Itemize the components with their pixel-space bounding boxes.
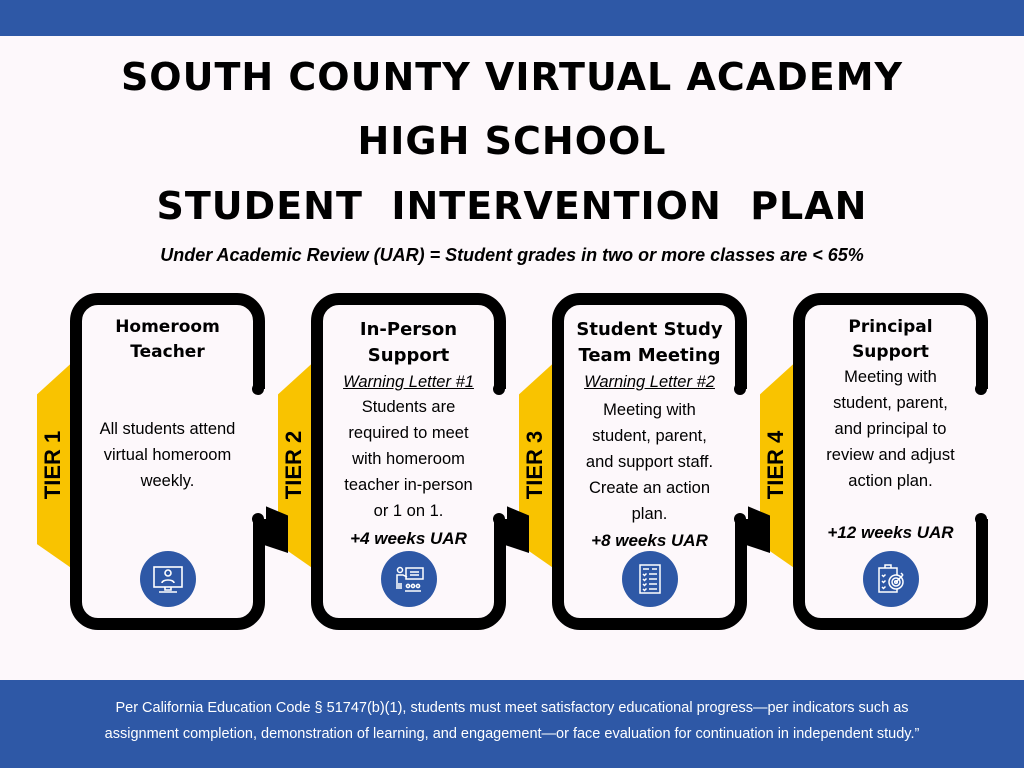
card-body: and support staff. (585, 453, 714, 471)
card-heading: Student Study (576, 319, 723, 340)
card-heading: Team Meeting (578, 345, 721, 366)
tier-3-label: TIER 3 (522, 430, 548, 500)
footer-line: Per California Education Code § 51747(b)(1), students must meet satisfactory educational progress—per indicators such as (115, 700, 909, 716)
tier-2-label: TIER 2 (281, 430, 307, 500)
card-body: required to meet (348, 424, 469, 442)
card-heading: Support (852, 342, 929, 362)
computer-user-icon (140, 551, 196, 607)
card-body: Meeting with (844, 368, 937, 386)
card-heading: Teacher (130, 342, 205, 362)
tier-4-card (793, 293, 988, 630)
title-line-2: HIGH SCHOOL (357, 119, 667, 163)
card-body: virtual homeroom (103, 446, 232, 464)
card-body: review and adjust (826, 446, 955, 464)
title-line-1: SOUTH COUNTY VIRTUAL ACADEMY (120, 55, 904, 99)
card-body: Create an action (588, 479, 711, 497)
top-bar (0, 0, 1024, 36)
clipboard-target-icon (863, 551, 919, 607)
card-heading: Support (367, 345, 450, 366)
card-heading: Principal (848, 317, 933, 337)
card-body: action plan. (848, 472, 933, 490)
title-line-3: STUDENT INTERVENTION PLAN (156, 184, 868, 228)
tier-1-label: TIER 1 (40, 430, 66, 500)
subtitle: Under Academic Review (UAR) = Student grades in two or more classes are < 65% (160, 245, 864, 265)
tier-3-card (552, 293, 747, 630)
checklist-icon (622, 551, 678, 607)
card-body: plan. (631, 505, 668, 523)
warning-letter: Warning Letter #2 (584, 373, 715, 391)
uar-duration: +12 weeks UAR (827, 523, 954, 542)
card-body: Meeting with (603, 401, 696, 419)
card-body: or 1 on 1. (373, 502, 444, 520)
tier-2-card (311, 293, 506, 630)
card-body: student, parent, (833, 394, 948, 412)
tier-1-card (70, 293, 265, 630)
footer-line: assignment completion, demonstration of learning, and engagement—or face evaluation for continuation in independent study.” (104, 726, 920, 742)
card-body: Students are (361, 398, 456, 416)
uar-duration: +8 weeks UAR (591, 531, 708, 550)
card-body: teacher in-person (344, 476, 473, 494)
card-body: weekly. (140, 472, 195, 490)
card-body: with homeroom (352, 450, 465, 468)
tier-4-label: TIER 4 (763, 430, 789, 500)
card-body: All students attend (99, 420, 236, 438)
card-heading: Homeroom (115, 317, 220, 337)
card-body: and principal to (834, 420, 947, 438)
uar-duration: +4 weeks UAR (350, 529, 467, 548)
card-body: student, parent, (592, 427, 707, 445)
warning-letter: Warning Letter #1 (343, 373, 474, 391)
card-heading: In-Person (359, 319, 458, 340)
teacher-presentation-icon (381, 551, 437, 607)
footer-note (0, 680, 1024, 768)
